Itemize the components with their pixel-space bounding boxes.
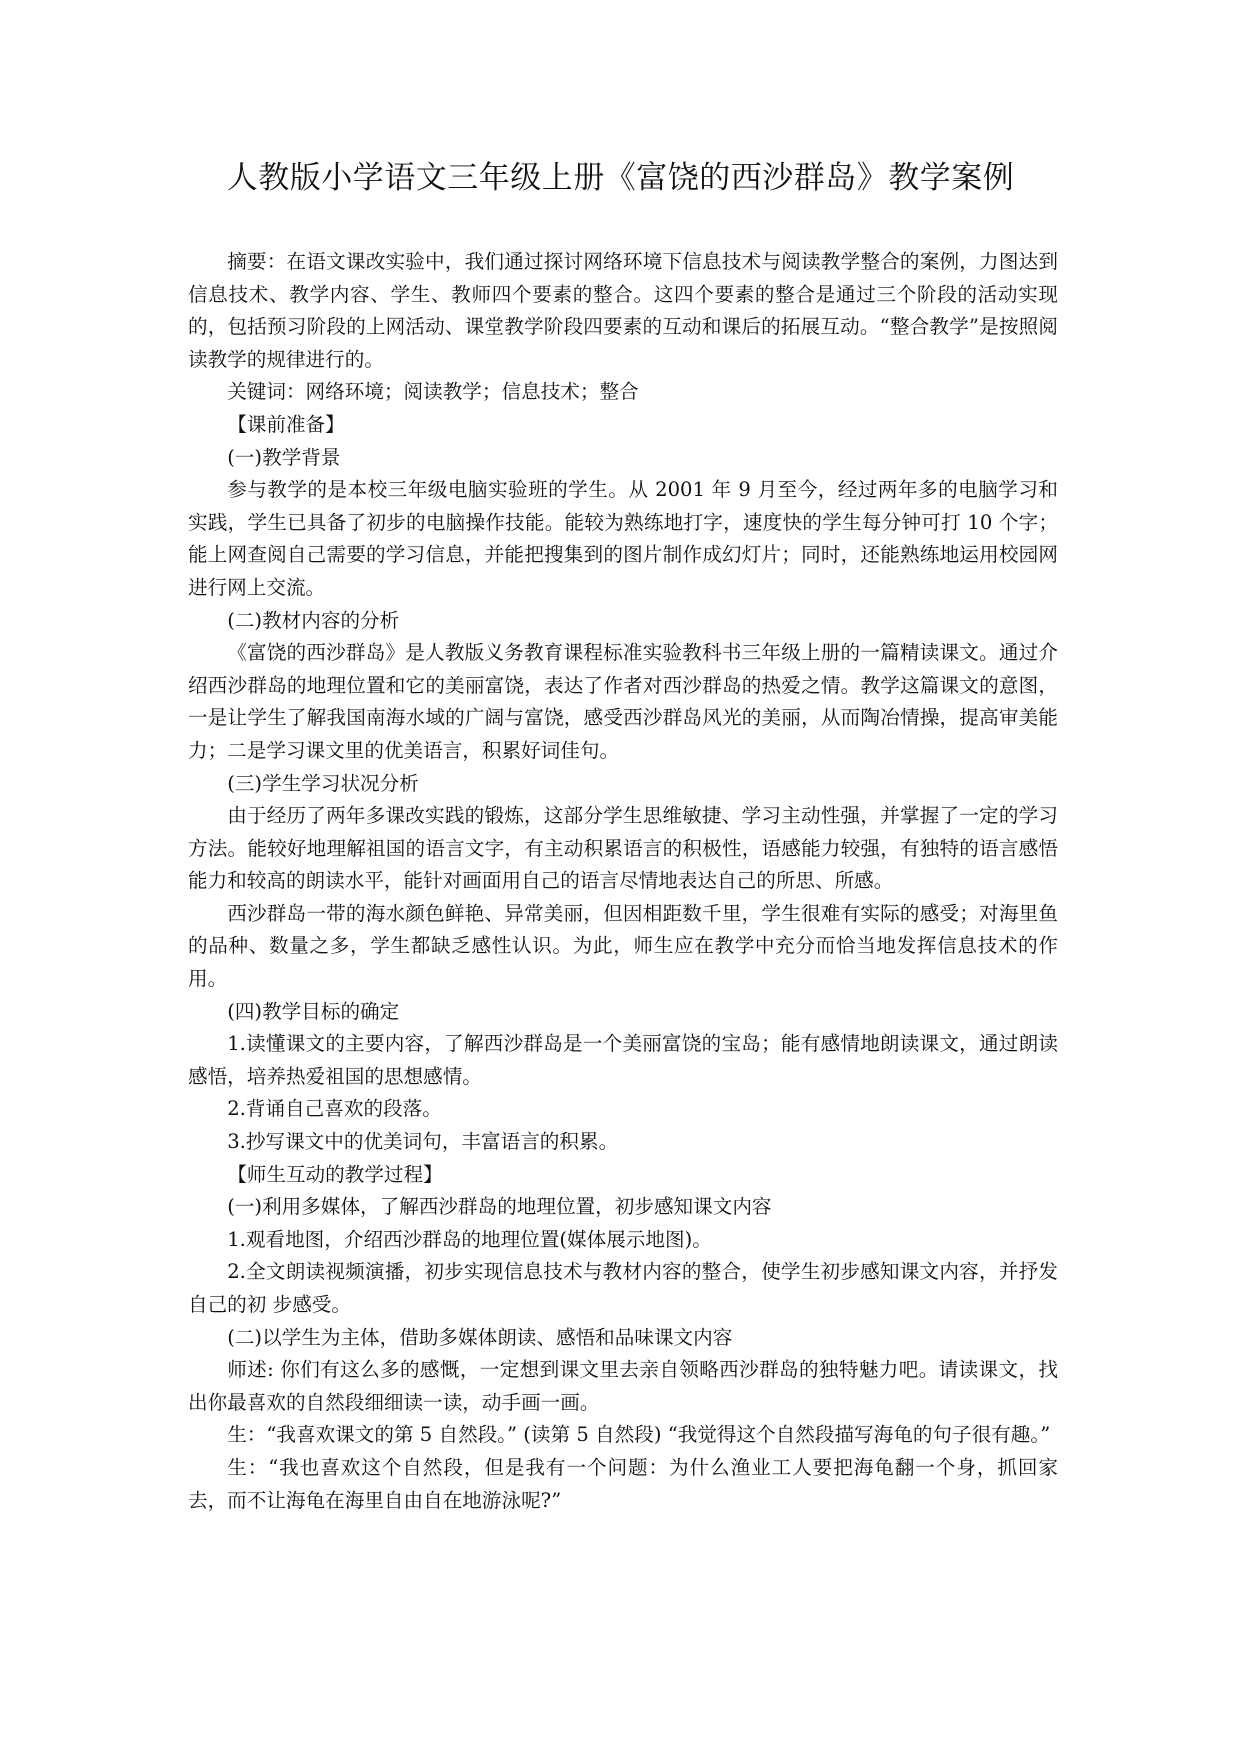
keywords-paragraph: 关键词：网络环境；阅读教学；信息技术；整合	[227, 380, 639, 404]
abstract-paragraph: 摘要：在语文课改实验中，我们通过探讨网络环境下信息技术与阅读教学整合的案例，力图达到信息技术、教学内容、学生、教师四个要素的整合。这四个要素的整合是通过三个阶段的活动实现的，包括预习阶段的上网活动、课堂教学阶段四要素的互动和课后的拓展互动。“整合教学”是按照阅读教学的规律进行的。	[188, 250, 1058, 371]
material-analysis-paragraph: 《富饶的西沙群岛》是人教版义务教育课程标准实验教科书三年级上册的一篇精读课文。通过介绍西沙群岛的地理位置和它的美丽富饶，表达了作者对西沙群岛的热爱之情。教学这篇课文的意图，一是让学生了解我国南海水域的广阔与富饶，感受西沙群岛风光的美丽，从而陶冶情操，提高审美能力；二是学习课文里的优美语言，积累好词佳句。	[188, 641, 1058, 762]
subheading-teaching-background: (一)教学背景	[227, 445, 341, 469]
subheading-student-centered: (二)以学生为主体，借助多媒体朗读、感悟和品味课文内容	[227, 1325, 733, 1349]
subheading-student-analysis: (三)学生学习状况分析	[227, 771, 419, 795]
goal-item-1: 1.读懂课文的主要内容，了解西沙群岛是一个美丽富饶的宝岛；能有感情地朗读课文，通过朗读感悟，培养热爱祖国的思想感情。	[188, 1032, 1058, 1088]
subheading-multimedia-step: (一)利用多媒体，了解西沙群岛的地理位置，初步感知课文内容	[227, 1195, 772, 1219]
subheading-material-analysis: (二)教材内容的分析	[227, 608, 400, 632]
process-item-2: 2.全文朗读视频演播，初步实现信息技术与教材内容的整合，使学生初步感知课文内容，并抒发自己的初 步感受。	[188, 1260, 1058, 1316]
section-heading-teaching-process: 【师生互动的教学过程】	[227, 1162, 443, 1186]
document-body	[188, 246, 1058, 1517]
document-title: 人教版小学语文三年级上册《富饶的西沙群岛》教学案例	[226, 160, 1015, 196]
background-paragraph: 参与教学的是本校三年级电脑实验班的学生。从 2001 年 9 月至今，经过两年多的电脑学习和实践，学生已具备了初步的电脑操作技能。能较为熟练地打字，速度快的学生每分钟可打 10 个字；能上网查阅自己需要的学习信息，并能把搜集到的图片制作成幻灯片；同时，还能熟练地运用校园网进行网上交流。	[188, 478, 1058, 599]
goal-item-2: 2.背诵自己喜欢的段落。	[227, 1097, 442, 1121]
student-response-paragraph-2: 生：“我也喜欢这个自然段，但是我有一个问题：为什么渔业工人要把海龟翻一个身，抓回家去，而不让海龟在海里自由自在地游泳呢?”	[188, 1455, 1058, 1512]
student-analysis-paragraph: 由于经历了两年多课改实践的锻炼，这部分学生思维敏捷、学习主动性强，并掌握了一定的学习方法。能较好地理解祖国的语言文字，有主动积累语言的积极性，语感能力较强，有独特的语言感悟能力和较高的朗读水平，能针对画面用自己的语言尽情地表达自己的所思、所感。	[188, 804, 1058, 893]
section-heading-preparation: 【课前准备】	[227, 412, 345, 436]
process-item-1: 1.观看地图，介绍西沙群岛的地理位置(媒体展示地图)。	[227, 1227, 712, 1251]
teacher-statement-paragraph: 师述: 你们有这么多的感慨，一定想到课文里去亲自领略西沙群岛的独特魅力吧。请读课文，找出你最喜欢的自然段细细读一读，动手画一画。	[188, 1358, 1058, 1414]
subheading-teaching-goals: (四)教学目标的确定	[227, 999, 400, 1023]
student-response-paragraph-1: 生：“我喜欢课文的第 5 自然段。” (读第 5 自然段) “我觉得这个自然段描写海龟的句子很有趣。”	[227, 1423, 1051, 1447]
goal-item-3: 3.抄写课文中的优美词句，丰富语言的积累。	[227, 1130, 619, 1154]
xisha-description-paragraph: 西沙群岛一带的海水颜色鲜艳、异常美丽，但因相距数千里，学生很难有实际的感受；对海里鱼的品种、数量之多，学生都缺乏感性认识。为此，师生应在教学中充分而恰当地发挥信息技术的作用。	[188, 901, 1058, 991]
